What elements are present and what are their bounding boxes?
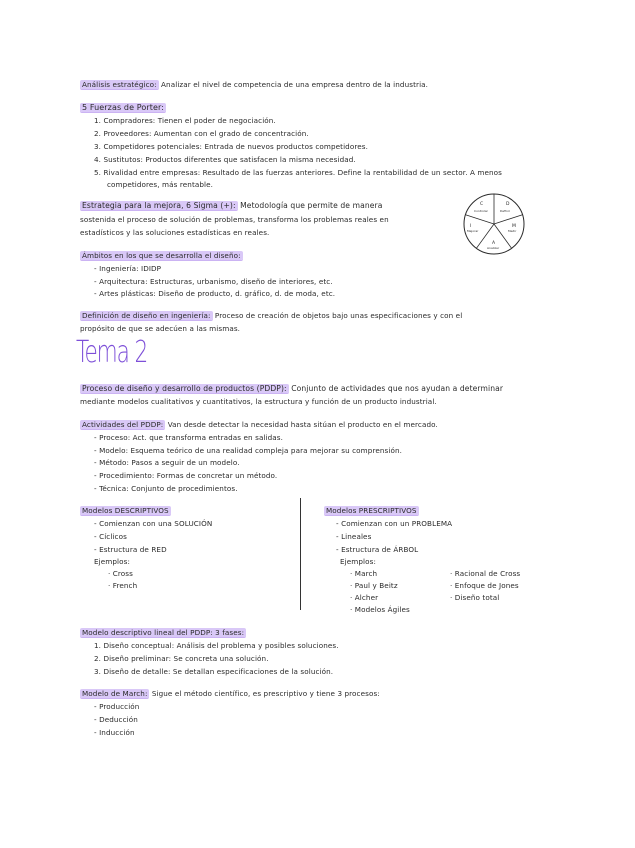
porter-item-cont: competidores, más rentable.	[107, 180, 214, 189]
pddp-line-2: mediante modelos cualitativos y cuantitativos, la estructura y función de un producto industrial.	[80, 397, 437, 406]
pie-label: Mejorar	[467, 229, 479, 233]
descriptivos-ejemplo: · French	[108, 581, 138, 590]
ambitos-item: - Ingeniería: IDIDP	[94, 264, 162, 273]
analisis-estrategico-heading: Análisis estratégico:	[82, 80, 157, 89]
ambitos-heading: Ámbitos en los que se desarrolla el diseño:	[82, 251, 241, 260]
definicion-line-1: Definición de diseño en ingeniería: Proceso de creación de objetos bajo unas especificaciones y con el	[82, 311, 463, 320]
sigma-heading: Estrategia para la mejora, 6 Sigma (+):	[82, 201, 236, 210]
actividades-item: - Proceso: Act. que transforma entradas en salidas.	[94, 433, 284, 442]
lineal-item: 3. Diseño de detalle: Se detallan especificaciones de la solución.	[94, 667, 334, 676]
pie-letter: M	[512, 224, 516, 229]
descriptivos-heading: Modelos DESCRIPTIVOS	[82, 506, 169, 515]
prescriptivos-item: - Comienzan con un PROBLEMA	[336, 519, 453, 528]
pie-letter: A	[492, 241, 496, 246]
analisis-estrategico-line	[80, 80, 428, 89]
prescriptivos-ejemplo: · March	[350, 569, 378, 578]
porter-item: 5. Rivalidad entre empresas: Resultado de las fuerzas anteriores. Define la rentabilidad de un sector. A menos	[94, 168, 502, 177]
porter-item: 3. Competidores potenciales: Entrada de nuevos productos competidores.	[94, 142, 368, 151]
ambitos-item: - Artes plásticas: Diseño de producto, d. gráfico, d. de moda, etc.	[94, 289, 336, 298]
lineal-item: 2. Diseño preliminar: Se concreta una solución.	[94, 654, 269, 663]
column-divider	[300, 498, 301, 610]
pie-label: Controlar	[474, 209, 488, 213]
descriptivos-ejemplos-label: Ejemplos:	[94, 557, 130, 566]
ambitos-item: - Arquitectura: Estructuras, urbanismo, diseño de interiores, etc.	[94, 277, 333, 286]
actividades-item: - Técnica: Conjunto de procedimientos.	[94, 484, 238, 493]
lineal-title-line	[80, 628, 246, 637]
prescriptivos-ejemplo: · Modelos Ágiles	[350, 605, 410, 614]
pie-label: Medir	[508, 229, 517, 233]
dmaic-cycle-diagram	[462, 192, 526, 256]
descriptivos-title-line	[80, 506, 171, 515]
descriptivos-item: - Cíclicos	[94, 532, 127, 541]
pie-label: Analizar	[487, 246, 500, 250]
pddp-line-1: Proceso de diseño y desarrollo de productos (PDDP): Conjunto de actividades que nos ayudan a determinar	[82, 384, 504, 393]
sigma-line-3: estadísticos y las soluciones estadísticas en reales.	[80, 228, 270, 237]
prescriptivos-ejemplos-label: Ejemplos:	[340, 557, 376, 566]
actividades-item: - Procedimiento: Formas de concretar un método.	[94, 471, 278, 480]
pie-letter: C	[480, 202, 484, 207]
pie-label: Definir	[500, 209, 511, 213]
prescriptivos-title-line	[324, 506, 419, 515]
actividades-item: - Método: Pasos a seguir de un modelo.	[94, 458, 240, 467]
porter-item: 4. Sustitutos: Productos diferentes que satisfacen la misma necesidad.	[94, 155, 356, 164]
march-item: - Producción	[94, 702, 140, 711]
actividades-item: - Modelo: Esquema teórico de una realidad compleja para mejorar su comprensión.	[94, 446, 402, 455]
descriptivos-item: - Estructura de RED	[94, 545, 167, 554]
prescriptivos-ejemplo: · Enfoque de Jones	[450, 581, 519, 590]
prescriptivos-item: - Lineales	[336, 532, 372, 541]
sigma-line-2: sostenida el proceso de solución de problemas, transforma los problemas reales en	[80, 215, 389, 224]
lineal-heading: Modelo descriptivo lineal del PDDP: 3 fases:	[82, 628, 245, 637]
pie-letter: D	[506, 202, 510, 207]
porter-title-line	[80, 103, 166, 112]
prescriptivos-ejemplo: · Racional de Cross	[450, 569, 521, 578]
prescriptivos-ejemplo: · Diseño total	[450, 593, 500, 602]
march-heading: Modelo de March:	[82, 689, 148, 698]
prescriptivos-ejemplo: · Paul y Beitz	[350, 581, 398, 590]
prescriptivos-ejemplo: · Alcher	[350, 593, 379, 602]
march-item: - Inducción	[94, 728, 135, 737]
prescriptivos-item: - Estructura de ÁRBOL	[336, 545, 419, 554]
porter-item: 1. Compradores: Tienen el poder de negociación.	[94, 116, 276, 125]
actividades-heading: Actividades del PDDP:	[82, 420, 164, 429]
prescriptivos-heading: Modelos PRESCRIPTIVOS	[326, 506, 417, 515]
porter-heading: 5 Fuerzas de Porter:	[82, 103, 165, 112]
actividades-title-line: Actividades del PDDP: Van desde detectar la necesidad hasta sitúan el producto en el mercado.	[82, 420, 438, 429]
definicion-line-2: propósito de que se adecúen a las mismas.	[80, 324, 241, 333]
descriptivos-ejemplo: · Cross	[108, 569, 133, 578]
pddp-heading: Proceso de diseño y desarrollo de productos (PDDP):	[82, 384, 287, 393]
porter-item: 2. Proveedores: Aumentan con el grado de concentración.	[94, 129, 309, 138]
descriptivos-item: - Comienzan con una SOLUCIÓN	[94, 519, 213, 528]
analisis-estrategico-text: Analizar el nivel de competencia de una empresa dentro de la industria.	[158, 80, 429, 89]
pie-letter: I	[470, 224, 472, 229]
march-title-line: Modelo de March: Sigue el método científico, es prescriptivo y tiene 3 procesos:	[82, 689, 380, 698]
ambitos-title-line	[80, 251, 243, 260]
sigma-line-1: Estrategia para la mejora, 6 Sigma (+): Metodología que permite de manera	[82, 201, 383, 210]
march-item: - Deducción	[94, 715, 138, 724]
lineal-item: 1. Diseño conceptual: Análisis del problema y posibles soluciones.	[94, 641, 339, 650]
tema-2-title: Tema 2	[76, 335, 148, 370]
definicion-heading: Definición de diseño en ingeniería:	[82, 311, 211, 320]
